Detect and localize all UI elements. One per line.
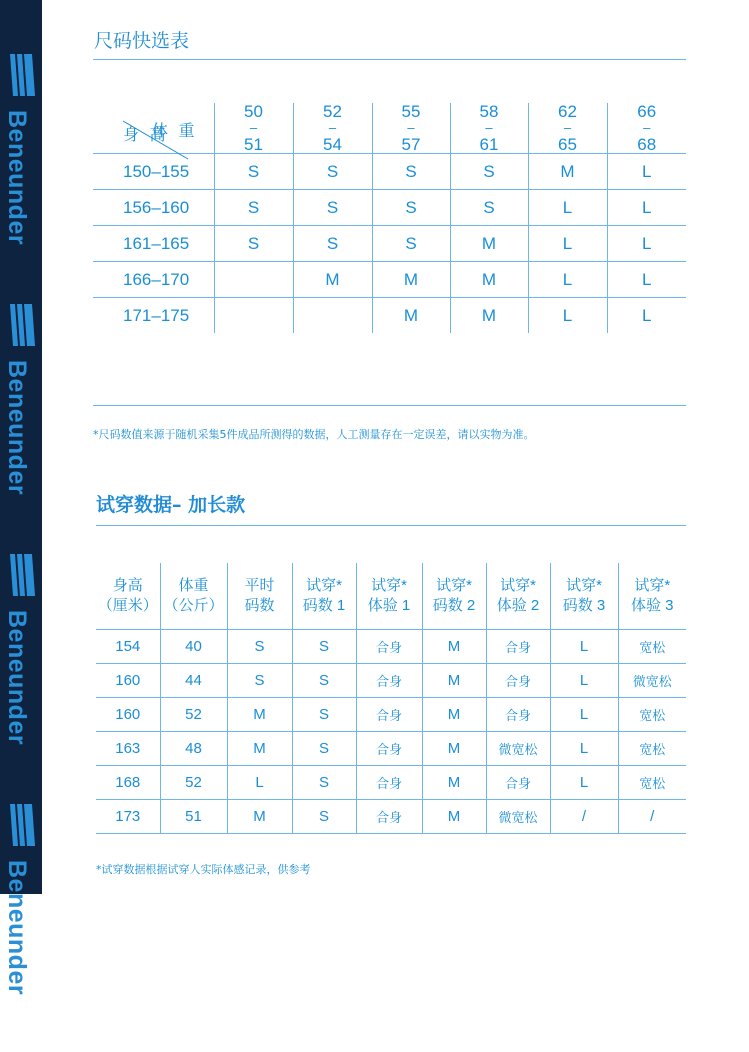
trial-data-cell: 合身 bbox=[486, 766, 550, 800]
size-chart-row bbox=[93, 262, 686, 298]
corner-header-cell bbox=[93, 103, 214, 154]
brand-name-text: Beneunder bbox=[3, 610, 31, 746]
trial-data-cell: L bbox=[550, 732, 618, 766]
weight-range-to: 54 bbox=[323, 135, 342, 154]
size-cell: L bbox=[607, 298, 686, 334]
trial-data-cell: / bbox=[550, 800, 618, 834]
trial-data-cell: 微宽松 bbox=[618, 664, 686, 698]
trial-data-cell: 48 bbox=[160, 732, 227, 766]
bars-logo-icon bbox=[8, 802, 34, 848]
title-divider bbox=[93, 59, 686, 60]
trial-data-cell: M bbox=[422, 732, 486, 766]
trial-data-cell: 微宽松 bbox=[486, 732, 550, 766]
trial-data-cell: S bbox=[292, 766, 356, 800]
weight-range-separator: – bbox=[485, 120, 493, 135]
size-cell bbox=[214, 262, 293, 298]
weight-range-from: 50 bbox=[244, 102, 263, 121]
height-range-cell: 166–170 bbox=[93, 262, 214, 298]
trial-header-cell bbox=[227, 563, 292, 630]
trial-header-line: 体验 1 bbox=[367, 597, 411, 614]
trial-header-line: 试穿* bbox=[371, 577, 407, 594]
trial-header-cell bbox=[160, 563, 227, 630]
weight-range-to: 68 bbox=[637, 135, 657, 154]
trial-data-cell: 宽松 bbox=[618, 698, 686, 732]
bars-logo-icon bbox=[8, 302, 34, 348]
size-chart-note: *尺码数值来源于随机采集5件成品所测得的数据，人工测量存在一定误差，请以实物为准。 bbox=[93, 428, 535, 441]
size-cell: L bbox=[607, 190, 686, 226]
trial-data-cell: M bbox=[422, 800, 486, 834]
brand-sidebar bbox=[0, 0, 42, 996]
size-cell bbox=[214, 298, 293, 334]
weight-range-from: 55 bbox=[401, 102, 421, 121]
trial-data-cell: 合身 bbox=[356, 698, 422, 732]
trial-data-cell: S bbox=[227, 630, 292, 664]
weight-range-header bbox=[372, 103, 450, 154]
trial-data-cell: 52 bbox=[160, 698, 227, 732]
trial-data-cell: L bbox=[550, 698, 618, 732]
trial-data-cell: M bbox=[422, 664, 486, 698]
size-cell: L bbox=[528, 226, 607, 262]
trial-data-row bbox=[96, 766, 686, 800]
trial-data-cell: 合身 bbox=[486, 664, 550, 698]
trial-data-cell: 154 bbox=[96, 630, 160, 664]
trial-data-row bbox=[96, 800, 686, 834]
trial-header-cell bbox=[292, 563, 356, 630]
size-cell: M bbox=[372, 298, 450, 334]
trial-header-line: 试穿* bbox=[436, 577, 472, 594]
size-cell: S bbox=[214, 190, 293, 226]
size-cell: S bbox=[293, 154, 372, 190]
trial-data-table bbox=[96, 563, 686, 834]
trial-data-cell: S bbox=[292, 800, 356, 834]
trial-header-line: 码数 3 bbox=[562, 597, 606, 614]
trial-header-line: 体验 2 bbox=[496, 597, 540, 614]
size-chart-header-row bbox=[93, 103, 686, 154]
trial-data-cell: S bbox=[292, 732, 356, 766]
height-range-cell: 150–155 bbox=[93, 154, 214, 190]
trial-data-cell: 44 bbox=[160, 664, 227, 698]
trial-header-line: 体重 bbox=[178, 577, 209, 594]
weight-range-from: 66 bbox=[637, 102, 657, 121]
size-cell: S bbox=[293, 190, 372, 226]
weight-axis-label: 体 重 bbox=[152, 123, 198, 140]
trial-data-cell: L bbox=[227, 766, 292, 800]
size-chart-row bbox=[93, 190, 686, 226]
size-cell: M bbox=[293, 262, 372, 298]
size-cell: L bbox=[528, 298, 607, 334]
trial-data-note: *试穿数据根据试穿人实际体感记录，供参考 bbox=[96, 863, 311, 876]
size-cell: S bbox=[214, 226, 293, 262]
weight-range-from: 52 bbox=[323, 102, 342, 121]
trial-data-cell: 宽松 bbox=[618, 630, 686, 664]
size-cell bbox=[293, 298, 372, 334]
weight-range-separator: – bbox=[328, 120, 337, 135]
trial-header-cell bbox=[486, 563, 550, 630]
trial-data-cell: M bbox=[422, 630, 486, 664]
trial-header-line: 平时 bbox=[244, 577, 275, 594]
note-divider bbox=[93, 405, 686, 406]
trial-header-cell bbox=[96, 563, 160, 630]
trial-data-title: 试穿数据– 加长款 bbox=[96, 494, 246, 516]
size-chart-title: 尺码快选表 bbox=[94, 30, 190, 52]
trial-data-cell: 合身 bbox=[356, 732, 422, 766]
trial-data-cell: L bbox=[550, 630, 618, 664]
trial-data-cell: 160 bbox=[96, 664, 160, 698]
trial-data-row bbox=[96, 664, 686, 698]
size-cell: M bbox=[450, 226, 528, 262]
height-range-cell: 171–175 bbox=[93, 298, 214, 334]
size-cell: S bbox=[372, 226, 450, 262]
weight-range-separator: – bbox=[563, 120, 572, 135]
size-cell: M bbox=[450, 262, 528, 298]
trial-data-cell: M bbox=[422, 766, 486, 800]
weight-range-header bbox=[528, 103, 607, 154]
size-chart-row bbox=[93, 226, 686, 262]
trial-header-line: 码数 1 bbox=[302, 597, 346, 614]
size-chart-row bbox=[93, 298, 686, 334]
trial-data-cell: S bbox=[292, 630, 356, 664]
size-cell: L bbox=[528, 262, 607, 298]
size-cell: S bbox=[293, 226, 372, 262]
trial-header-cell bbox=[550, 563, 618, 630]
weight-range-from: 62 bbox=[558, 102, 577, 121]
height-range-cell: 161–165 bbox=[93, 226, 214, 262]
brand-unit bbox=[0, 302, 42, 552]
trial-data-cell: S bbox=[292, 698, 356, 732]
trial-header-line: 试穿* bbox=[634, 577, 671, 594]
trial-data-cell: 163 bbox=[96, 732, 160, 766]
height-axis-label: 身 高 bbox=[123, 127, 169, 144]
size-cell: M bbox=[450, 298, 528, 334]
trial-header-cell bbox=[356, 563, 422, 630]
trial-data-cell: 173 bbox=[96, 800, 160, 834]
brand-name-text: Beneunder bbox=[3, 860, 31, 996]
size-chart-table bbox=[93, 103, 686, 333]
size-cell: L bbox=[607, 154, 686, 190]
weight-range-to: 51 bbox=[244, 135, 263, 154]
trial-header-cell bbox=[422, 563, 486, 630]
trial-header-row bbox=[96, 563, 686, 630]
size-cell: M bbox=[528, 154, 607, 190]
trial-data-cell: S bbox=[227, 664, 292, 698]
weight-range-header bbox=[607, 103, 686, 154]
size-cell: L bbox=[607, 226, 686, 262]
size-cell: L bbox=[607, 262, 686, 298]
brand-unit bbox=[0, 802, 42, 1052]
bars-logo-icon bbox=[8, 552, 34, 598]
trial-data-cell: 40 bbox=[160, 630, 227, 664]
trial-data-cell: M bbox=[422, 698, 486, 732]
trial-data-row bbox=[96, 732, 686, 766]
trial-data-cell: 合身 bbox=[356, 766, 422, 800]
trial-data-cell: 合身 bbox=[356, 664, 422, 698]
size-cell: S bbox=[450, 154, 528, 190]
weight-range-header bbox=[450, 103, 528, 154]
trial-data-cell: 合身 bbox=[486, 630, 550, 664]
size-cell: S bbox=[372, 190, 450, 226]
trial-data-cell: / bbox=[618, 800, 686, 834]
brand-unit bbox=[0, 552, 42, 802]
trial-data-cell: 51 bbox=[160, 800, 227, 834]
weight-range-header bbox=[214, 103, 293, 154]
size-cell: S bbox=[450, 190, 528, 226]
trial-header-line: 试穿* bbox=[500, 577, 536, 594]
weight-range-to: 65 bbox=[558, 135, 577, 154]
weight-range-to: 61 bbox=[479, 135, 499, 154]
trial-data-cell: 168 bbox=[96, 766, 160, 800]
trial-data-cell: M bbox=[227, 732, 292, 766]
trial-data-cell: 宽松 bbox=[618, 766, 686, 800]
brand-name-text: Beneunder bbox=[3, 360, 31, 496]
brand-name-text: Beneunder bbox=[3, 110, 31, 246]
size-cell: S bbox=[372, 154, 450, 190]
trial-header-line: 身高 bbox=[112, 577, 143, 594]
weight-range-to: 57 bbox=[401, 135, 421, 154]
weight-range-from: 58 bbox=[479, 102, 499, 121]
trial-title-divider bbox=[96, 525, 686, 526]
trial-header-cell bbox=[618, 563, 686, 630]
trial-header-line: 试穿* bbox=[566, 577, 602, 594]
trial-header-line: 体验 3 bbox=[630, 597, 674, 614]
weight-range-separator: – bbox=[249, 120, 258, 135]
weight-range-separator: – bbox=[407, 120, 415, 135]
trial-data-cell: 52 bbox=[160, 766, 227, 800]
trial-header-line: 码数 2 bbox=[432, 597, 476, 614]
trial-header-line: 试穿* bbox=[306, 577, 342, 594]
trial-data-row bbox=[96, 630, 686, 664]
trial-header-line: （公斤） bbox=[163, 597, 224, 614]
brand-unit bbox=[0, 52, 42, 302]
trial-data-cell: 合身 bbox=[486, 698, 550, 732]
trial-header-line: 码数 bbox=[244, 597, 275, 614]
size-cell: M bbox=[372, 262, 450, 298]
size-cell: L bbox=[528, 190, 607, 226]
trial-data-row bbox=[96, 698, 686, 732]
bars-logo-icon bbox=[8, 52, 34, 98]
weight-range-header bbox=[293, 103, 372, 154]
weight-range-separator: – bbox=[643, 120, 651, 135]
trial-data-cell: S bbox=[292, 664, 356, 698]
trial-data-cell: M bbox=[227, 800, 292, 834]
trial-data-cell: L bbox=[550, 766, 618, 800]
trial-data-cell: 微宽松 bbox=[486, 800, 550, 834]
size-cell: S bbox=[214, 154, 293, 190]
trial-data-cell: 合身 bbox=[356, 800, 422, 834]
trial-header-line: （厘米） bbox=[97, 597, 158, 614]
trial-data-cell: 160 bbox=[96, 698, 160, 732]
trial-data-cell: 合身 bbox=[356, 630, 422, 664]
trial-data-cell: 宽松 bbox=[618, 732, 686, 766]
height-range-cell: 156–160 bbox=[93, 190, 214, 226]
trial-data-cell: M bbox=[227, 698, 292, 732]
trial-data-cell: L bbox=[550, 664, 618, 698]
